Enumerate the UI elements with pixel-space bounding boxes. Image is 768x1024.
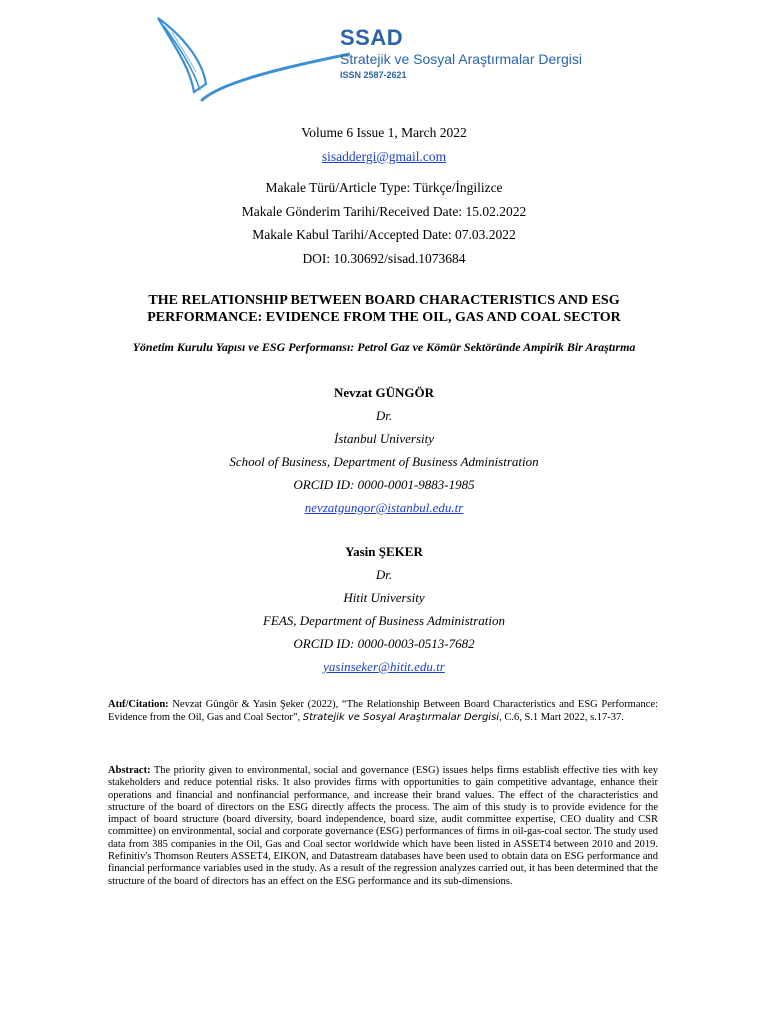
author-block-1 xyxy=(0,381,768,519)
citation-text-before: Nevzat Güngör & Yasin Şeker (2022), “The Relationship Between Board Characteristics and ESG Performance: Evidence from the Oil, Gas and Coal Sector”, xyxy=(108,699,658,723)
article-type-line: Makale Türü/Article Type: Türkçe/İngilizce xyxy=(265,180,503,195)
journal-email-link[interactable]: sisaddergi@gmail.com xyxy=(321,148,447,164)
author-block-2 xyxy=(0,540,768,678)
author-title: Dr. xyxy=(375,408,393,423)
paper-title: THE RELATIONSHIP BETWEEN BOARD CHARACTERISTICS AND ESG PERFORMANCE: EVIDENCE FROM THE OIL, GAS AND COAL SECTOR xyxy=(147,293,621,325)
author-university: İstanbul University xyxy=(333,431,434,446)
author-email-link[interactable]: nevzatgungor@istanbul.edu.tr xyxy=(304,500,464,515)
article-meta xyxy=(0,121,768,270)
abstract-label: Abstract: xyxy=(108,765,151,776)
citation-text-after: , C.6, S.1 Mart 2022, s.17-37. xyxy=(499,712,624,723)
brand-name: SSAD xyxy=(340,25,404,50)
author-university: Hitit University xyxy=(343,590,425,605)
author-department: School of Business, Department of Business Administration xyxy=(229,454,539,469)
feather-logo-icon xyxy=(150,12,350,102)
citation-paragraph xyxy=(108,698,658,724)
author-name: Yasin ŞEKER xyxy=(345,544,423,559)
author-name: Nevzat GÜNGÖR xyxy=(333,385,434,400)
author-orcid: ORCID ID: 0000-0003-0513-7682 xyxy=(293,636,475,651)
author-orcid: ORCID ID: 0000-0001-9883-1985 xyxy=(293,477,475,492)
doi-line: DOI: 10.30692/sisad.1073684 xyxy=(302,250,466,266)
paper-subtitle: Yönetim Kurulu Yapısı ve ESG Performansı: Petrol Gaz ve Kömür Sektöründe Ampirik Bir Araştırma xyxy=(132,340,636,354)
abstract-text: The priority given to environmental, social and governance (ESG) issues helps firms establish effective ties with key stakeholders and reduce potential risks. It also provides firms with opportunities to gain competitive advantage, enhance their operations and financial and nonfinancial performance, and increase their brand values. The effect of the characteristics and structure of the board of directors on the ESG directly affects the process. The aim of this study is to provide evidence for the impact of board structure (board diversity, board independence, board size, audit committee expertise, CEO duality and CSR committee) on environmental, social and corporate governance (ESG) performances of firms in oil-gas-coal sector. The study used data from 385 companies in the Oil, Gas and Coal sector worldwide which have been listed in ASSET4 between 2010 and 2019. Refinitiv's Thomson Reuters ASSET4, EIKON, and Datastream databases have been used to obtain data on ESG performance and financial performance variables used in the study. As a result of the regression analyzes carried out, it has been determined that the structure of the board of directors has an effect on the ESG performance and its sub-dimensions. xyxy=(108,765,658,887)
volume-line: Volume 6 Issue 1, March 2022 xyxy=(301,125,467,140)
author-title: Dr. xyxy=(375,567,393,582)
abstract-paragraph xyxy=(108,765,658,888)
author-email-link[interactable]: yasinseker@hitit.edu.tr xyxy=(323,659,445,674)
received-date-line: Makale Gönderim Tarihi/Received Date: 15.02.2022 xyxy=(241,203,527,219)
journal-header xyxy=(150,12,630,102)
journal-brand xyxy=(340,26,582,82)
brand-subtitle: Stratejik ve Sosyal Araştırmalar Dergisi xyxy=(340,51,582,67)
brand-issn: ISSN 2587-2621 xyxy=(340,70,407,80)
author-department: FEAS, Department of Business Administration xyxy=(262,613,506,628)
accepted-date-line: Makale Kabul Tarihi/Accepted Date: 07.03.2022 xyxy=(252,227,516,242)
citation-label: Atıf/Citation: xyxy=(108,699,169,710)
citation-journal: Stratejik ve Sosyal Araştırmalar Dergisi xyxy=(302,712,500,723)
